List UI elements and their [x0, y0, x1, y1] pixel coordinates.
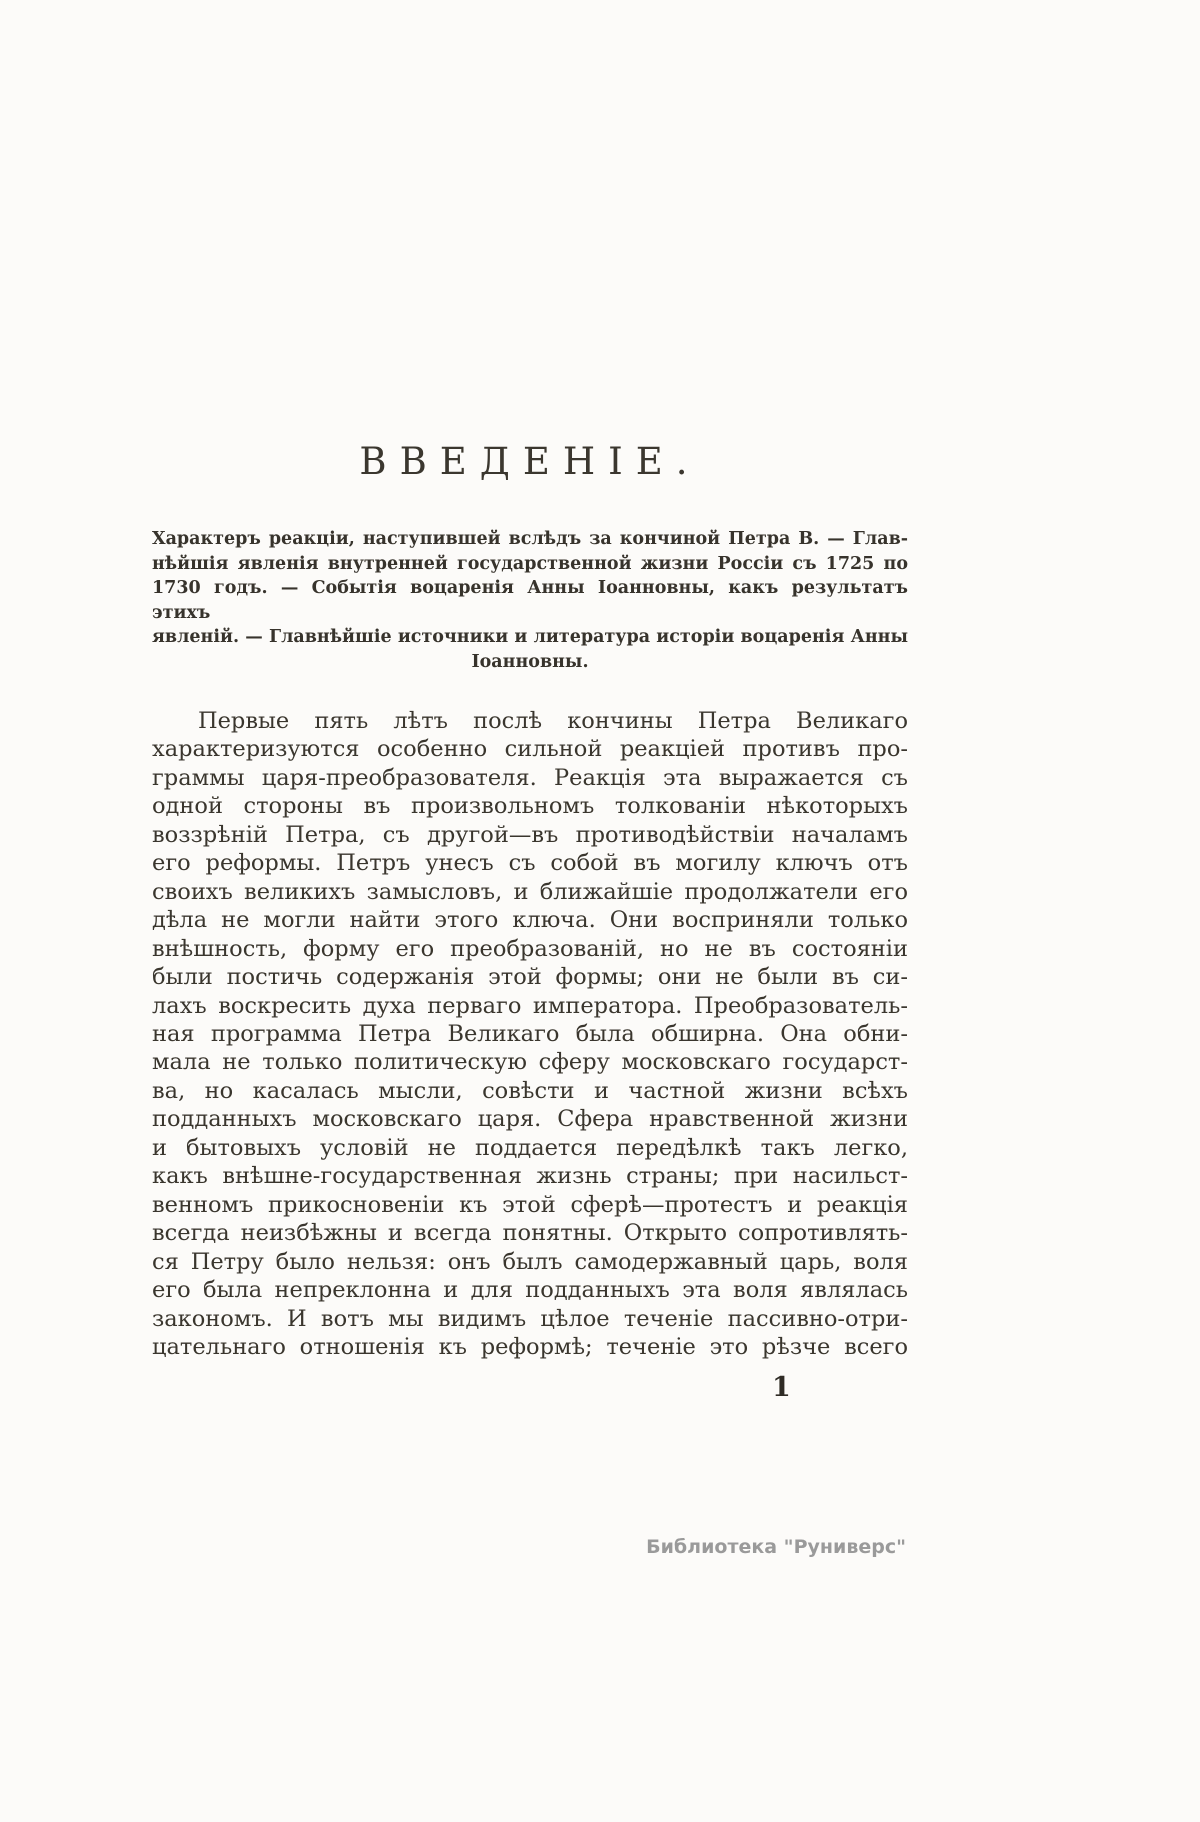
text-line: внѣшность, форму его преобразованій, но не въ состояніи [152, 935, 908, 962]
text-line: лахъ воскресить духа перваго императора. Преобразователь- [152, 992, 908, 1019]
text-line: подданныхъ московскаго царя. Сфера нравственной жизни [152, 1106, 908, 1133]
text-line: какъ внѣшне-государственная жизнь страны; при насильст- [152, 1163, 908, 1190]
text-line: ва, но касалась мысли, совѣсти и частной жизни всѣхъ [152, 1077, 908, 1104]
text-line: цательнаго отношенія къ реформѣ; теченіе это рѣзче всего [152, 1333, 908, 1360]
text-line: венномъ прикосновеніи къ этой сферѣ—протестъ и реакція [152, 1191, 908, 1218]
chapter-title: ВВЕДЕНІЕ. [359, 440, 701, 483]
text-line: Первые пять лѣтъ послѣ кончины Петра Великаго [198, 708, 908, 734]
text-line: своихъ великихъ замысловъ, и ближайшіе продолжатели его [152, 878, 908, 905]
text-line: дѣла не могли найти этого ключа. Они восприняли только [152, 907, 908, 934]
chapter-abstract [152, 527, 908, 675]
text-line: и бытовыхъ условій не поддается передѣлкѣ такъ легко, [152, 1134, 908, 1161]
text-line: 1730 годъ. — Событія воцаренія Анны Іоанновны, какъ результатъ этихъ [152, 578, 908, 623]
page-number: 1 [772, 1372, 791, 1403]
text-line: его была непреклонна и для подданныхъ эта воля являлась [152, 1277, 908, 1304]
text-line: всегда неизбѣжны и всегда понятны. Открыто сопротивлять- [152, 1220, 908, 1247]
text-line: ная программа Петра Великаго была обширна. Она обни- [152, 1020, 908, 1047]
library-watermark: Библиотека "Руниверс" [646, 1536, 906, 1558]
text-line: граммы царя-преобразователя. Реакція эта выражается съ [152, 764, 908, 791]
text-line: ся Петру было нельзя: онъ былъ самодержавный царь, воля [152, 1248, 908, 1275]
text-line: были постичь содержанія этой формы; они не были въ си- [152, 964, 908, 991]
text-line: характеризуются особенно сильной реакціей противъ про- [152, 736, 908, 763]
text-line: воззрѣній Петра, съ другой—въ противодѣйствіи началамъ [152, 821, 908, 848]
text-line: мала не только политическую сферу московскаго государст- [152, 1049, 908, 1076]
text-line: нѣйшія явленія внутренней государственной жизни Россіи съ 1725 по [152, 553, 908, 574]
text-line: Характеръ реакціи, наступившей вслѣдъ за кончиной Петра В. — Глав- [152, 529, 908, 549]
text-line: Іоанновны. [471, 651, 589, 672]
body-text [152, 707, 908, 1361]
text-line: его реформы. Петръ унесъ съ собой въ могилу ключъ отъ [152, 850, 908, 877]
text-line: одной стороны въ произвольномъ толкованіи нѣкоторыхъ [152, 793, 908, 820]
text-line: закономъ. И вотъ мы видимъ цѣлое теченіе пассивно-отри- [152, 1305, 908, 1332]
text-line: явленій. — Главнѣйшіе источники и литература исторіи воцаренія Анны [152, 627, 908, 648]
